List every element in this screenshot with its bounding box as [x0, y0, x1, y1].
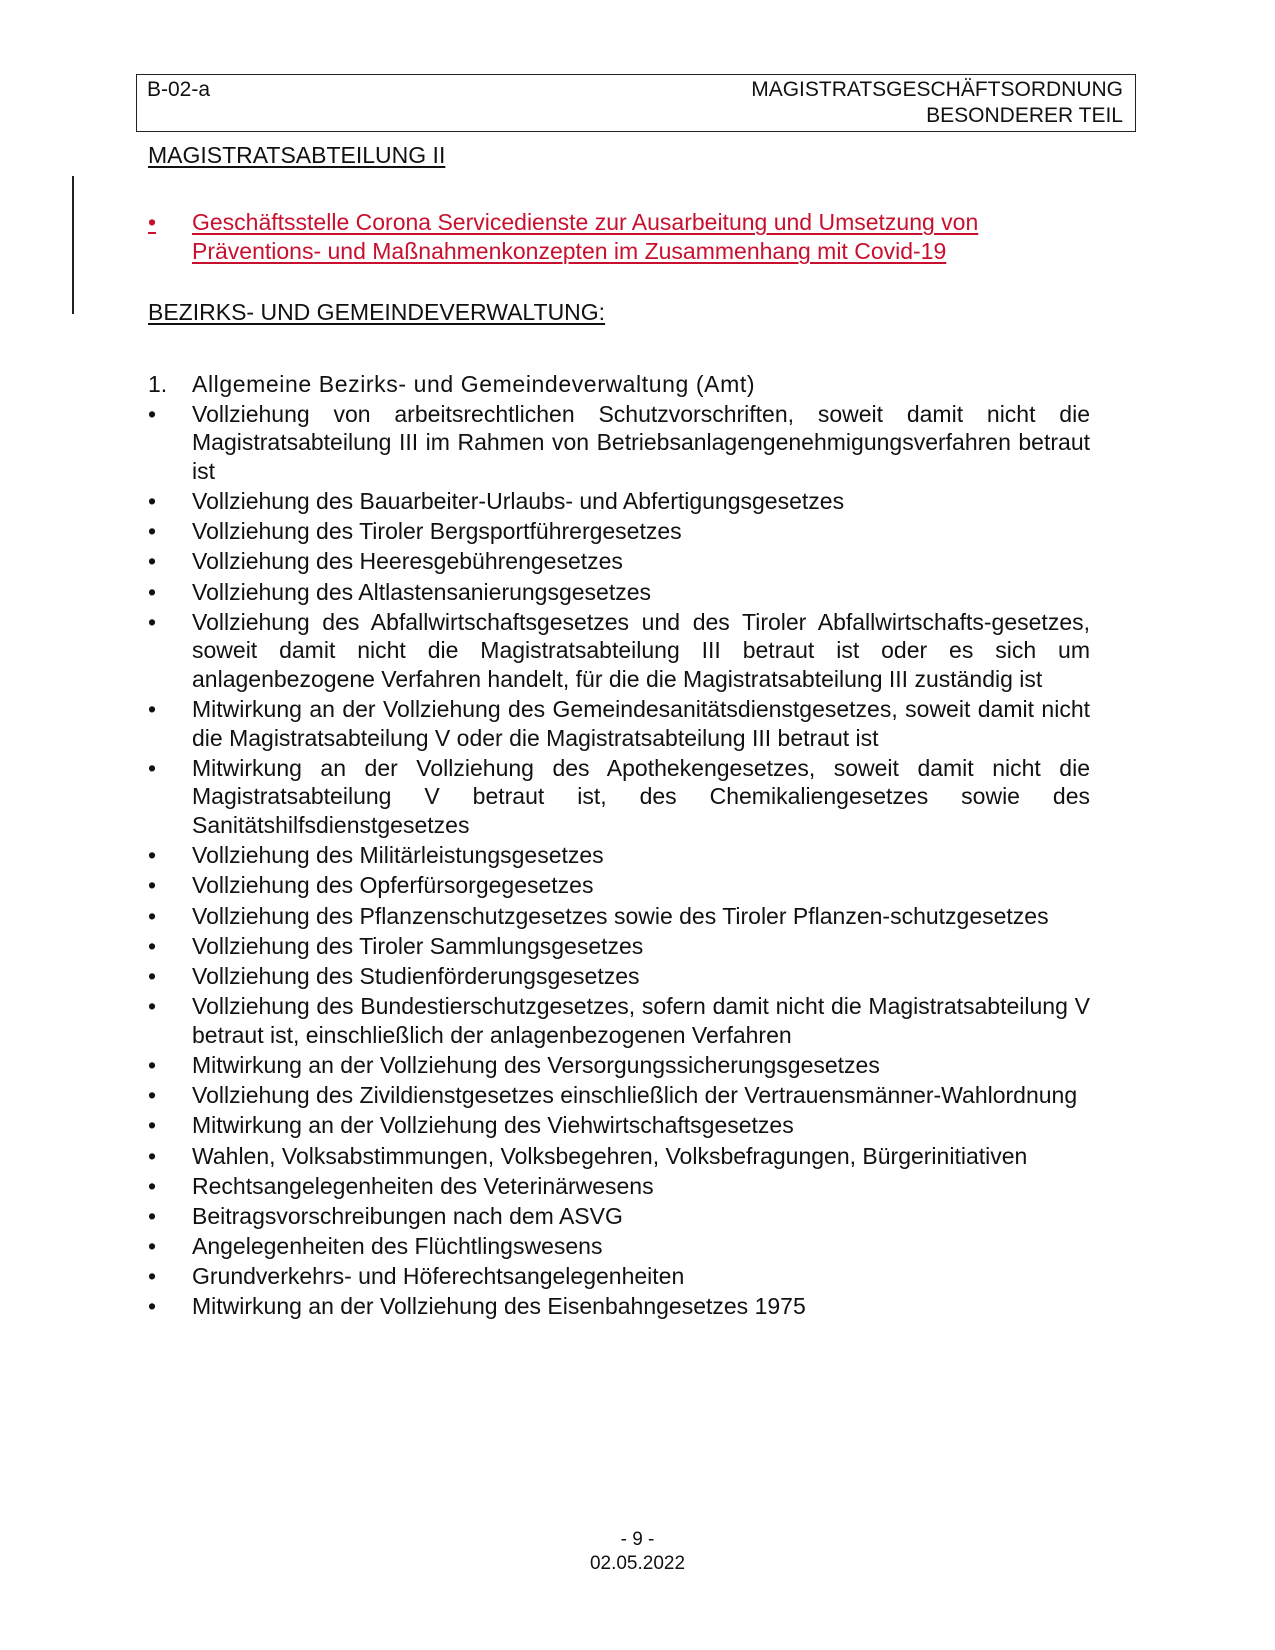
amended-list-item: [148, 208, 1098, 266]
list-item-text: Mitwirkung an der Vollziehung des Gemeindesanitätsdienstgesetzes, soweit damit nicht die Magistratsabteilung V oder die Magistratsabteilung III betraut ist: [192, 696, 1090, 751]
list-item: [148, 1172, 1090, 1201]
list-item: [148, 962, 1090, 991]
bullet-icon: •: [148, 1172, 157, 1199]
bullet-icon: •: [148, 578, 157, 605]
page-footer: [0, 1528, 1275, 1576]
bullet-icon: •: [148, 518, 157, 545]
subsection-heading: [148, 370, 1090, 399]
bullet-icon: •: [148, 1202, 157, 1229]
list-item-text: Vollziehung des Tiroler Bergsportführergesetzes: [192, 518, 682, 545]
document-title: [751, 77, 1123, 129]
document-code: B-02-a: [147, 78, 211, 101]
change-bar: [72, 176, 74, 314]
bullet-icon: •: [148, 608, 157, 635]
list-item-text: Vollziehung des Tiroler Sammlungsgesetzes: [192, 932, 644, 959]
document-title-line2: BESONDERER TEIL: [926, 104, 1123, 127]
document-date: 02.05.2022: [589, 1553, 686, 1574]
bullet-icon: •: [148, 548, 157, 575]
list-item: [148, 871, 1090, 900]
list-item: [148, 547, 1090, 576]
list-item-text: Vollziehung des Studienförderungsgesetzes: [192, 963, 640, 989]
bullet-icon: •: [148, 209, 157, 235]
bullet-icon: •: [148, 696, 157, 723]
list-item-text: Vollziehung des Pflanzenschutzgesetzes sowie des Tiroler Pflanzen-schutzgesetzes: [192, 902, 1049, 929]
subsection-title: Allgemeine Bezirks- und Gemeindeverwaltung (Amt): [192, 371, 756, 397]
list-item: [148, 400, 1090, 486]
bullet-icon: •: [148, 1263, 157, 1290]
list-item: [148, 608, 1090, 694]
page-number: - 9 -: [620, 1529, 655, 1550]
responsibilities-list: [148, 370, 1090, 1323]
bullet-icon: •: [148, 872, 157, 899]
list-item-text: Grundverkehrs- und Höferechtsangelegenheiten: [192, 1263, 685, 1290]
list-item: [148, 1111, 1090, 1140]
list-item-text: Vollziehung des Bauarbeiter-Urlaubs- und Abfertigungsgesetzes: [192, 487, 845, 514]
bullet-icon: •: [148, 1112, 157, 1139]
list-item-text: Vollziehung von arbeitsrechtlichen Schutzvorschriften, soweit damit nicht die Magistratsabteilung III im Rahmen von Betriebsanlagengenehmigungsverfahren betraut ist: [192, 400, 1090, 484]
bullet-icon: •: [148, 842, 157, 869]
bullet-icon: •: [148, 487, 157, 514]
list-item-text: Vollziehung des Altlastensanierungsgesetzes: [192, 578, 652, 605]
list-item-text: Mitwirkung an der Vollziehung des Apothekengesetzes, soweit damit nicht die Magistratsabteilung V betraut ist, des Chemikaliengesetzes sowie des Sanitätshilfsdienstgesetzes: [192, 754, 1090, 839]
list-item: [148, 695, 1090, 752]
list-item-text: Mitwirkung an der Vollziehung des Versorgungssicherungsgesetzes: [192, 1051, 880, 1078]
bullet-icon: •: [148, 932, 157, 959]
bullet-icon: •: [148, 400, 157, 427]
bullet-icon: •: [148, 902, 157, 929]
amended-item-text: Geschäftsstelle Corona Servicedienste zur Ausarbeitung und Umsetzung von Präventions- und Maßnahmenkonzepten im Zusammenhang mit Covid-19: [192, 209, 979, 264]
list-item: [148, 578, 1090, 607]
document-header: [136, 74, 1136, 132]
list-item: [148, 487, 1090, 516]
list-item: [148, 1202, 1090, 1231]
bullet-list: [148, 400, 1090, 1321]
list-item: [148, 1051, 1090, 1080]
bullet-icon: •: [148, 1293, 157, 1320]
list-item: [148, 1292, 1090, 1321]
list-item-text: Angelegenheiten des Flüchtlingswesens: [192, 1233, 603, 1260]
list-item: [148, 1232, 1090, 1261]
list-item-text: Rechtsangelegenheiten des Veterinärwesens: [192, 1172, 654, 1199]
list-item: [148, 1142, 1090, 1171]
document-title-line1: MAGISTRATSGESCHÄFTSORDNUNG: [751, 78, 1123, 101]
bullet-icon: •: [148, 963, 157, 989]
list-item-text: Vollziehung des Abfallwirtschaftsgesetzes und des Tiroler Abfallwirtschafts-gesetzes, soweit damit nicht die Magistratsabteilung III betraut ist oder es sich um anlagenbezogene Verfahren handelt, für die die Magistratsabteilung III zuständig ist: [192, 608, 1090, 692]
bullet-icon: •: [148, 1051, 157, 1078]
list-item: [148, 754, 1090, 840]
list-item: [148, 992, 1090, 1049]
section-title-magistratsabteilung: MAGISTRATSABTEILUNG II: [148, 142, 446, 168]
list-item-text: Vollziehung des Militärleistungsgesetzes: [192, 842, 604, 869]
bullet-icon: •: [148, 1142, 157, 1169]
bullet-icon: •: [148, 993, 157, 1020]
list-item: [148, 932, 1090, 961]
list-item-text: Wahlen, Volksabstimmungen, Volksbegehren, Volksbefragungen, Bürgerinitiativen: [192, 1142, 1028, 1169]
list-item: [148, 1262, 1090, 1291]
list-item: [148, 902, 1090, 931]
list-item-text: Vollziehung des Bundestierschutzgesetzes, sofern damit nicht die Magistratsabteilung V betraut ist, einschließlich der anlagenbezogenen Verfahren: [192, 993, 1090, 1048]
section-title-bezirksverwaltung: BEZIRKS- UND GEMEINDEVERWALTUNG:: [148, 299, 606, 325]
subsection-number: 1.: [148, 371, 168, 397]
list-item-text: Vollziehung des Heeresgebührengesetzes: [192, 548, 623, 575]
bullet-icon: •: [148, 1082, 157, 1109]
list-item-text: Mitwirkung an der Vollziehung des Viehwirtschaftsgesetzes: [192, 1112, 794, 1139]
list-item-text: Beitragsvorschreibungen nach dem ASVG: [192, 1202, 623, 1229]
bullet-icon: •: [148, 754, 157, 781]
list-item: [148, 517, 1090, 546]
list-item-text: Mitwirkung an der Vollziehung des Eisenbahngesetzes 1975: [192, 1293, 806, 1320]
bullet-icon: •: [148, 1233, 157, 1260]
list-item-text: Vollziehung des Zivildienstgesetzes einschließlich der Vertrauensmänner-Wahlordnung: [192, 1082, 1078, 1109]
list-item: [148, 1081, 1090, 1110]
list-item-text: Vollziehung des Opferfürsorgegesetzes: [192, 872, 594, 899]
list-item: [148, 841, 1090, 870]
